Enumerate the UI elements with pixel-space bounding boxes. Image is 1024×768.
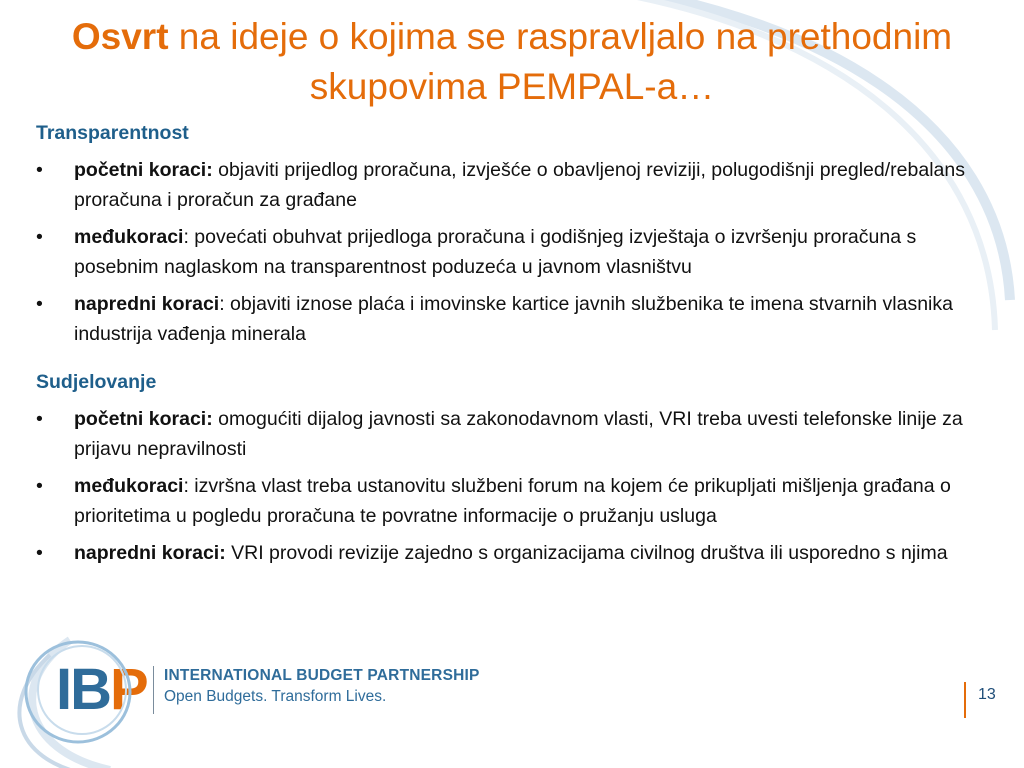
page-number-divider <box>964 682 966 718</box>
item-text: : izvršna vlast treba ustanovitu službeni forum na kojem će prikupljati mišljenja građana o prioritetima u pogledu proračuna te povratne informacije o pružanju usluga <box>74 475 951 527</box>
item-lead: početni koraci: <box>74 408 213 430</box>
slide-title-bold: Osvrt <box>71 16 169 57</box>
bullet-list-transparency <box>36 155 1006 349</box>
slide-title <box>30 12 994 112</box>
organization-name: INTERNATIONAL BUDGET PARTNERSHIP <box>164 667 480 684</box>
page-number: 13 <box>978 686 996 703</box>
list-item <box>36 289 1006 349</box>
item-lead: napredni koraci: <box>74 542 226 564</box>
item-lead: međukoraci <box>74 475 184 497</box>
bullet-icon: • <box>36 542 43 564</box>
item-lead: međukoraci <box>74 226 184 248</box>
list-item <box>36 538 1006 568</box>
item-text: : objaviti iznose plaća i imovinske kartice javnih službenika te imena stvarnih vlasnika industrija vađenja minerala <box>74 293 953 345</box>
list-item <box>36 471 1006 531</box>
slide-title-rest: na ideje o kojima se raspravljalo na prethodnim skupovima PEMPAL-a… <box>168 16 953 107</box>
section-heading-participation: Sudjelovanje <box>36 371 157 393</box>
item-text: : povećati obuhvat prijedloga proračuna i godišnjeg izvještaja o izvršenju proračuna s posebnim naglaskom na transparentnost poduzeća u javnom vlasništvu <box>74 226 917 278</box>
list-item <box>36 222 1006 282</box>
list-item <box>36 155 1006 215</box>
ibp-logo-p: P <box>110 657 147 722</box>
item-lead: početni koraci: <box>74 159 213 181</box>
logo-swoosh-icon <box>18 630 478 750</box>
section-heading-transparency: Transparentnost <box>36 122 189 144</box>
item-lead: napredni koraci <box>74 293 220 315</box>
item-text: omogućiti dijalog javnosti sa zakonodavnom vlasti, VRI treba uvesti telefonske linije za prijavu nepravilnosti <box>74 408 963 460</box>
bullet-icon: • <box>36 475 43 497</box>
bullet-icon: • <box>36 408 43 430</box>
slide-body <box>36 118 1006 568</box>
bullet-icon: • <box>36 226 43 248</box>
ibp-logo-ib: IB <box>56 657 110 722</box>
bullet-icon: • <box>36 159 43 181</box>
bullet-list-participation <box>36 404 1006 568</box>
item-text: objaviti prijedlog proračuna, izvješće o obavljenoj reviziji, polugodišnji pregled/rebalans proračuna i proračun za građane <box>74 159 965 211</box>
bullet-icon: • <box>36 293 43 315</box>
list-item <box>36 404 1006 464</box>
item-text: VRI provodi revizije zajedno s organizacijama civilnog društva ili usporedno s njima <box>225 542 948 564</box>
organization-tagline: Open Budgets. Transform Lives. <box>164 688 387 705</box>
